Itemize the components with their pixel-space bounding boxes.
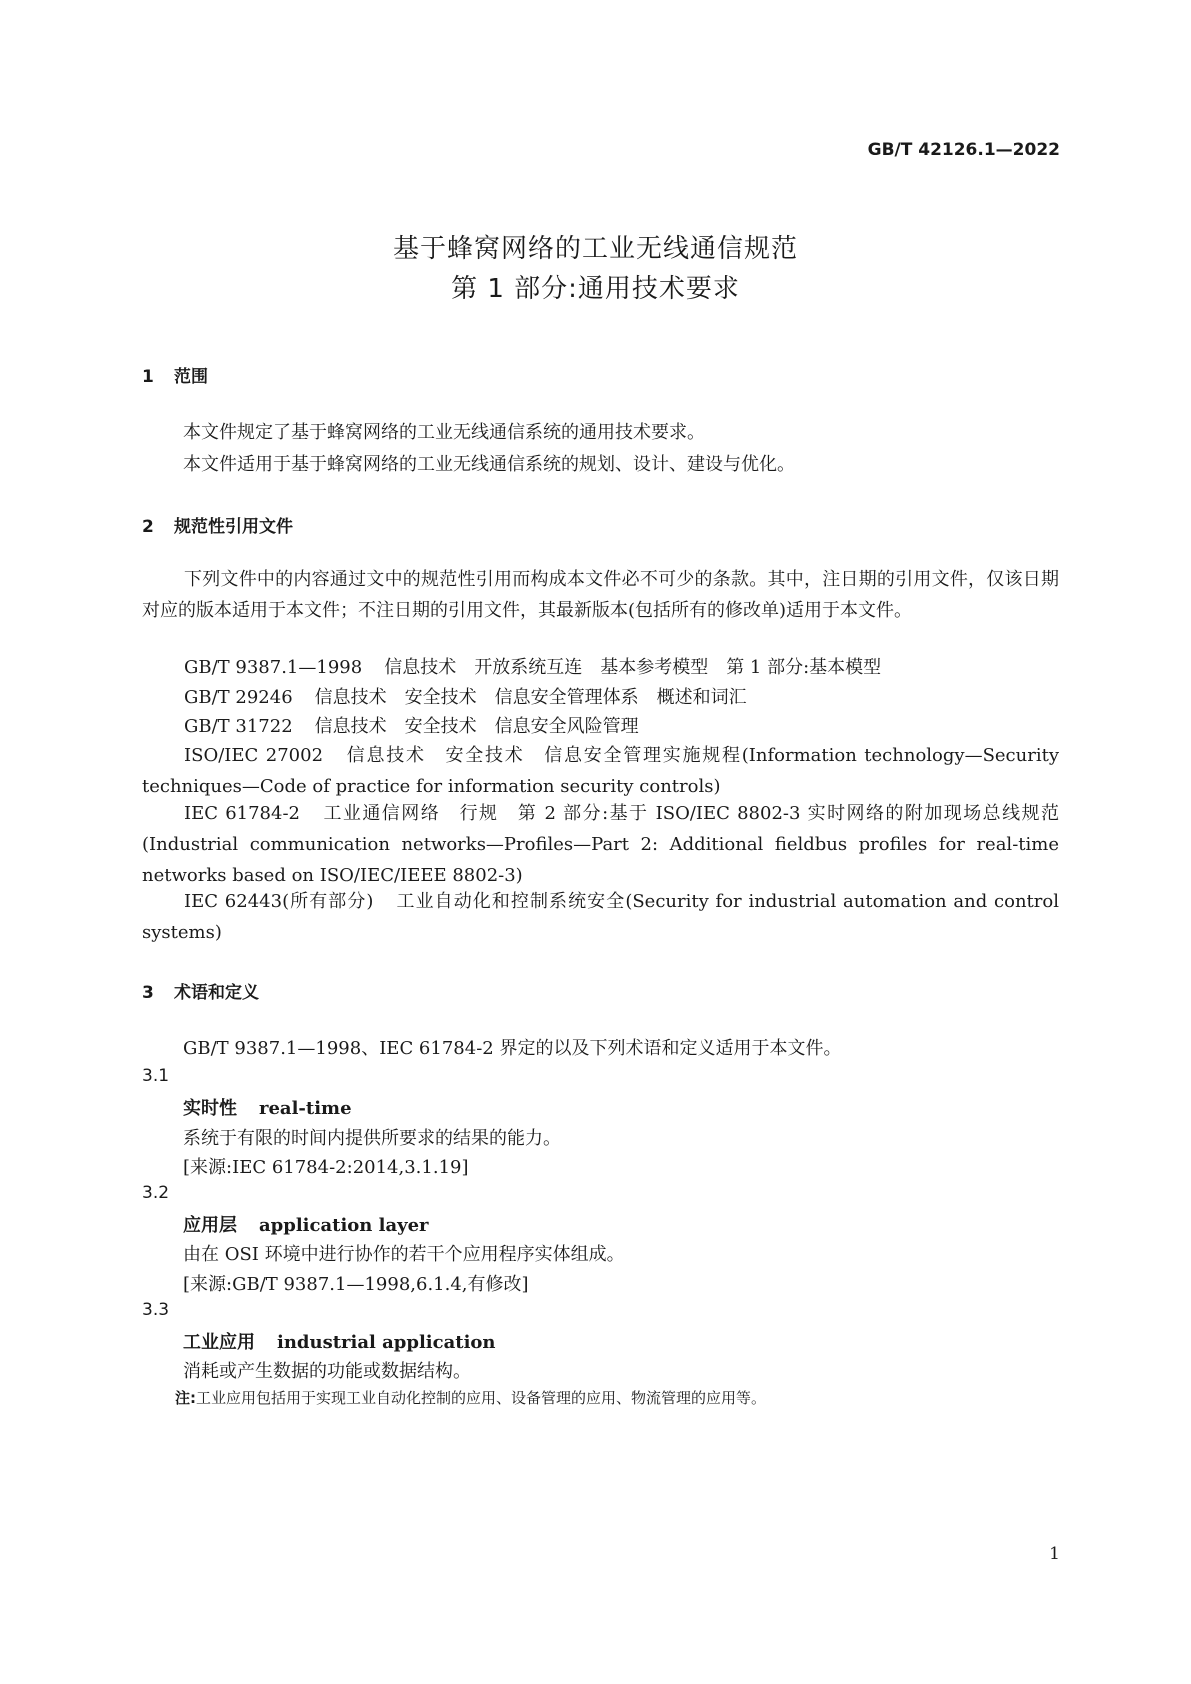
reference-item xyxy=(142,740,1059,802)
term-definition: 消耗或产生数据的功能或数据结构。 xyxy=(183,1361,471,1382)
references-intro: 下列文件中的内容通过文中的规范性引用而构成本文件必不可少的条款。其中，注日期的引用文件，仅该日期对应的版本适用于本文件；不注日期的引用文件，其最新版本(包括所有的修改单)适用于本文件。 xyxy=(142,569,1059,621)
term-source: [来源:IEC 61784-2:2014,3.1.19] xyxy=(183,1157,469,1178)
reference-title: 信息技术 开放系统互连 基本参考模型 第 1 部分:基本模型 xyxy=(384,657,882,678)
reference-title: 信息技术 安全技术 信息安全管理体系 概述和词汇 xyxy=(314,687,747,708)
section-title: 范围 xyxy=(174,367,208,387)
reference-title: 信息技术 安全技术 信息安全管理实施规程(Information technology—Security techniques—Code of practice for information security controls) xyxy=(142,745,1059,797)
reference-title: 工业通信网络 行规 第 2 部分:基于 ISO/IEC 8802-3 实时网络的附加现场总线规范(Industrial communication networks—Profiles—Part 2: Additional fieldbus profiles for real-time networks based on ISO/IEC/IEEE 8802-3) xyxy=(142,803,1060,886)
term-english: application layer xyxy=(259,1215,429,1236)
section-1-heading xyxy=(142,362,208,387)
term-note xyxy=(175,1387,766,1408)
reference-item xyxy=(142,711,1059,742)
title-line-2: 第 1 部分:通用技术要求 xyxy=(451,274,740,304)
term-definition: 系统于有限的时间内提供所要求的结果的能力。 xyxy=(183,1128,561,1149)
terms-intro: GB/T 9387.1—1998、IEC 61784-2 界定的以及下列术语和定义适用于本文件。 xyxy=(183,1038,842,1059)
term-number: 3.3 xyxy=(142,1300,170,1320)
section-number: 1 xyxy=(142,367,154,387)
reference-item xyxy=(142,682,1059,713)
term-chinese: 实时性 xyxy=(183,1098,237,1119)
note-text: 工业应用包括用于实现工业自动化控制的应用、设备管理的应用、物流管理的应用等。 xyxy=(196,1389,767,1407)
section-3-heading xyxy=(142,978,259,1003)
term-english: industrial application xyxy=(277,1332,496,1353)
term-source: [来源:GB/T 9387.1—1998,6.1.4,有修改] xyxy=(183,1274,529,1295)
section-2-heading xyxy=(142,512,293,537)
section-number: 3 xyxy=(142,983,154,1003)
reference-code: IEC 62443(所有部分) xyxy=(184,891,374,912)
reference-code: ISO/IEC 27002 xyxy=(184,745,324,766)
reference-code: GB/T 31722 xyxy=(184,716,293,737)
reference-code: GB/T 29246 xyxy=(184,687,293,708)
term-number: 3.1 xyxy=(142,1066,170,1086)
reference-title: 工业自动化和控制系统安全(Security for industrial automation and control systems) xyxy=(142,891,1059,943)
term-heading xyxy=(183,1328,496,1354)
section-title: 术语和定义 xyxy=(174,983,259,1003)
reference-code: GB/T 9387.1—1998 xyxy=(184,657,363,678)
term-chinese: 工业应用 xyxy=(183,1332,255,1353)
term-number: 3.2 xyxy=(142,1183,170,1203)
term-chinese: 应用层 xyxy=(183,1215,237,1236)
reference-title: 信息技术 安全技术 信息安全风险管理 xyxy=(314,716,639,737)
term-heading xyxy=(183,1094,352,1120)
reference-item xyxy=(142,798,1059,891)
scope-paragraph-2: 本文件适用于基于蜂窝网络的工业无线通信系统的规划、设计、建设与优化。 xyxy=(183,454,795,475)
term-english: real-time xyxy=(259,1098,352,1119)
reference-code: IEC 61784-2 xyxy=(184,803,300,824)
scope-paragraph-1: 本文件规定了基于蜂窝网络的工业无线通信系统的通用技术要求。 xyxy=(183,422,705,443)
term-heading xyxy=(183,1211,429,1237)
section-number: 2 xyxy=(142,517,154,537)
note-label: 注: xyxy=(175,1389,196,1407)
reference-item xyxy=(142,886,1059,948)
document-id: GB/T 42126.1—2022 xyxy=(867,140,1060,160)
page-number: 1 xyxy=(1049,1544,1060,1564)
reference-item xyxy=(142,652,1059,683)
section-title: 规范性引用文件 xyxy=(174,517,293,537)
title-line-1: 基于蜂窝网络的工业无线通信规范 xyxy=(392,234,798,264)
term-definition: 由在 OSI 环境中进行协作的若干个应用程序实体组成。 xyxy=(183,1244,625,1265)
